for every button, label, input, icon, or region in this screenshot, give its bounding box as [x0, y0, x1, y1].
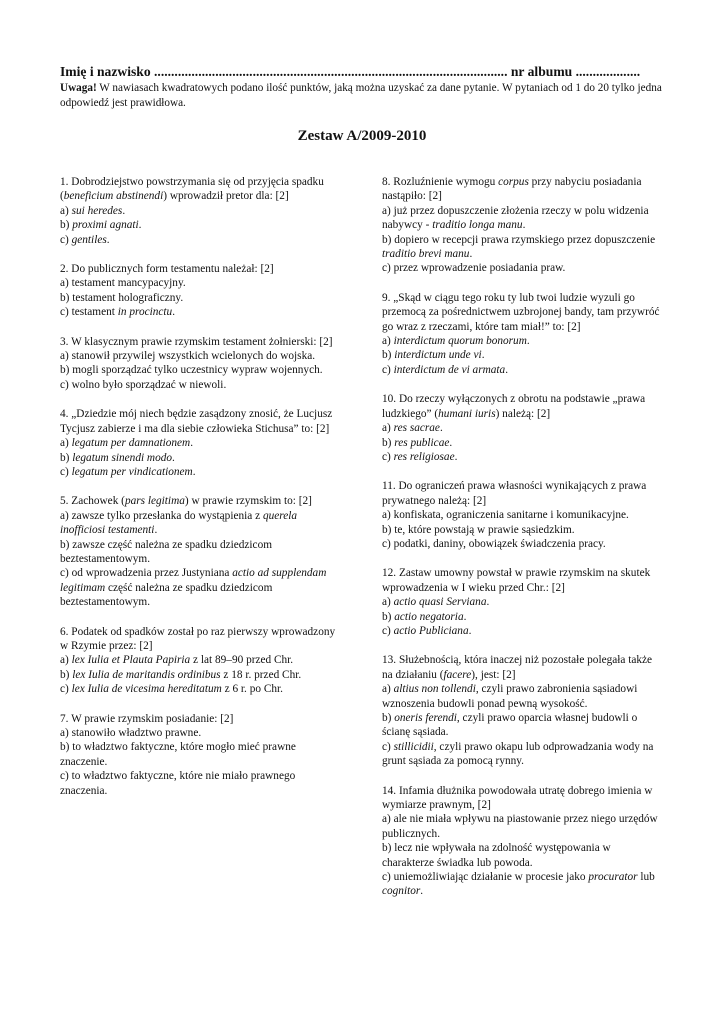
- question-text: 6. Podatek od spadków został po raz pierwszy wprowadzony w Rzymie przez: [2]: [60, 625, 336, 652]
- text-segment: b): [382, 349, 395, 362]
- text-segment: b): [382, 610, 395, 623]
- page-title: Zestaw A/2009-2010: [297, 128, 427, 144]
- text-segment: ) należą: [2]: [495, 407, 551, 420]
- text-segment: część należna ze spadku dziedzicom beztestamentowym.: [60, 581, 273, 609]
- question-7: [60, 712, 338, 798]
- text-segment: ) wprowadził pretor dla: [2]: [163, 190, 289, 203]
- text-segment: b) dopiero w recepcji prawa rzymskiego przez dopuszczenie: [382, 233, 656, 246]
- answer-option-b: b) te, które powstają w prawie sąsiedzkim.: [382, 523, 575, 536]
- text-segment: lub: [637, 871, 655, 884]
- answer-option-c: [60, 682, 338, 696]
- text-segment: b): [60, 451, 73, 464]
- text-segment: b): [382, 712, 395, 724]
- text-segment: .: [463, 610, 467, 623]
- text-segment: 10. Do rzeczy wyłączonych z obrotu na podstawie „prawa ludzkiego” (: [382, 393, 646, 420]
- question-1: [60, 175, 338, 247]
- question-6: [60, 625, 338, 697]
- notice-label: Uwaga!: [60, 82, 97, 94]
- text-segment: , czyli prawo oparcia własnej budowli o ścianę sąsiada.: [382, 712, 638, 739]
- text-segment: ), jest: [2]: [471, 668, 516, 681]
- question-9: [382, 291, 660, 377]
- latin-term: proximi agnati: [72, 219, 139, 232]
- name-field-label: Imię i nazwisko ........................................................................................................: [60, 64, 508, 79]
- text-segment: c): [60, 683, 72, 696]
- text-segment: .: [522, 219, 526, 232]
- answer-option-c: [60, 305, 338, 319]
- answer-option-a: [382, 421, 660, 435]
- text-segment: .: [106, 233, 110, 246]
- latin-term: interdictum quorum bonorum: [393, 335, 527, 348]
- question-5: [60, 494, 338, 609]
- answer-option-c: [60, 465, 338, 479]
- latin-term: actio Publiciana: [393, 624, 469, 637]
- latin-term: sui heredes: [71, 204, 123, 217]
- answer-option-c: c) przez wprowadzenie posiadania praw.: [382, 262, 566, 275]
- latin-term: oneris ferendi: [394, 712, 457, 724]
- answer-option-b: [382, 348, 660, 362]
- latin-term: in procinctu: [117, 306, 173, 319]
- answer-option-a: a) testament mancypacyjny.: [60, 277, 186, 290]
- text-segment: a): [60, 654, 72, 667]
- text-segment: .: [481, 349, 485, 362]
- latin-term: cognitor: [382, 885, 421, 898]
- question-text: [382, 653, 660, 682]
- text-segment: , czyli prawo zabronienia sąsiadowi wznoszenia budowli ponad pewną wysokość.: [382, 683, 638, 710]
- latin-term: actio quasi Serviana: [393, 596, 487, 609]
- latin-term: humani iuris: [438, 407, 496, 420]
- latin-term: res sacrae: [393, 422, 440, 435]
- latin-term: interdictum unde vi: [394, 349, 482, 362]
- latin-term: lex Iulia de maritandis ordinibus: [72, 668, 221, 681]
- text-segment: .: [190, 437, 194, 450]
- question-text: [382, 175, 660, 204]
- text-segment: .: [526, 335, 530, 348]
- notice-text: W nawiasach kwadratowych podano ilość punktów, jaką można uzyskać za dane pytanie. W pytaniach od 1 do 20 tylko jedna odpowiedź jest prawidłowa.: [60, 82, 662, 109]
- text-segment: .: [505, 363, 509, 376]
- text-segment: c): [382, 363, 394, 376]
- answer-option-b: b) testament holograficzny.: [60, 291, 184, 304]
- text-segment: a): [382, 596, 394, 609]
- question-text: [60, 494, 338, 508]
- notice: [60, 81, 664, 110]
- answer-option-b: [382, 436, 660, 450]
- text-segment: .: [154, 524, 158, 537]
- answer-option-c: [382, 740, 660, 769]
- text-segment: przy nabyciu posiadania nastąpiło: [2]: [382, 176, 642, 203]
- answer-option-c: [382, 363, 660, 377]
- text-segment: .: [122, 204, 126, 217]
- left-column: [60, 175, 338, 813]
- question-text: 7. W prawie rzymskim posiadanie: [2]: [60, 712, 234, 725]
- latin-term: pars legitima: [124, 495, 185, 508]
- answer-option-a: [382, 682, 660, 711]
- text-segment: .: [468, 624, 472, 637]
- latin-term: gentiles: [71, 233, 107, 246]
- latin-term: legatum per vindicationem: [71, 465, 193, 478]
- answer-option-b: b) lecz nie wpływała na zdolność występowania w charakterze świadka lub powoda.: [382, 842, 611, 869]
- text-segment: z 18 r. przed Chr.: [220, 668, 302, 681]
- latin-term: altius non tollendi: [393, 683, 476, 696]
- answer-option-a: a) stanowił przywilej wszystkich wcielonych do wojska.: [60, 350, 316, 363]
- text-segment: b): [60, 219, 73, 232]
- text-segment: a): [60, 437, 72, 450]
- text-segment: a) już przez dopuszczenie złożenia rzeczy w polu widzenia nabywcy -: [382, 204, 649, 232]
- answer-option-b: [60, 218, 338, 232]
- answer-option-c: [60, 566, 338, 609]
- question-2: [60, 262, 338, 320]
- latin-term: traditio longa manu: [432, 219, 523, 232]
- question-12: [382, 566, 660, 638]
- answer-option-c: [382, 450, 660, 464]
- text-segment: a): [382, 422, 394, 435]
- answer-option-b: [60, 451, 338, 465]
- answer-option-a: [60, 204, 338, 218]
- question-text: 2. Do publicznych form testamentu należał: [2]: [60, 263, 274, 276]
- text-segment: a) zawsze tylko przesłanka do wystąpienia z: [60, 509, 263, 522]
- latin-term: traditio brevi manu: [382, 248, 470, 261]
- answer-option-c: c) podatki, daniny, obowiązek świadczenia pracy.: [382, 537, 606, 550]
- question-11: [382, 479, 660, 551]
- answer-option-b: b) mogli sporządzać tylko uczestnicy wypraw wojennych.: [60, 364, 323, 377]
- text-segment: c): [60, 233, 72, 246]
- text-segment: c): [382, 740, 394, 753]
- answer-option-a: [382, 334, 660, 348]
- latin-term: actio negatoria: [394, 610, 464, 623]
- text-segment: .: [172, 306, 176, 319]
- answer-option-c: c) to władztwo faktyczne, które nie miało prawnego znaczenia.: [60, 770, 296, 797]
- latin-term: beneficium abstinendi: [63, 190, 164, 203]
- text-segment: , czyli prawo okapu lub odprowadzania wody na grunt sąsiada za pomocą rynny.: [382, 740, 654, 768]
- text-segment: 13. Służebnością, która inaczej niż pozostałe polegała także na działaniu (: [382, 654, 653, 681]
- text-segment: ) w prawie rzymskim to: [2]: [184, 495, 312, 508]
- question-8: [382, 175, 660, 276]
- answer-option-b: b) zawsze część należna ze spadku dziedzicom beztestamentowym.: [60, 538, 273, 565]
- answer-option-a: [60, 436, 338, 450]
- text-segment: .: [138, 219, 142, 232]
- question-14: [382, 784, 660, 899]
- text-segment: c): [382, 450, 394, 463]
- page-header: [60, 64, 664, 145]
- answer-option-b: [382, 233, 660, 262]
- text-segment: z lat 89–90 przed Chr.: [190, 654, 294, 667]
- latin-term: lex Iulia et Plauta Papiria: [71, 654, 191, 667]
- answer-option-a: [382, 204, 660, 233]
- text-segment: .: [454, 450, 458, 463]
- album-field-label: nr albumu ...................: [510, 64, 641, 79]
- answer-option-a: [60, 509, 338, 538]
- question-text: [60, 175, 338, 204]
- text-segment: 8. Rozluźnienie wymogu: [382, 176, 499, 188]
- latin-term: procurator: [588, 871, 638, 884]
- question-text: 11. Do ograniczeń prawa własności wynikających z prawa prywatnego należą: [2]: [382, 480, 647, 507]
- text-segment: .: [172, 451, 175, 464]
- text-segment: a): [382, 335, 394, 348]
- name-album-line: [60, 64, 664, 80]
- question-4: [60, 407, 338, 479]
- text-segment: c): [60, 465, 72, 478]
- question-text: 9. „Skąd w ciągu tego roku ty lub twoi ludzie wyzuli go przemocą za pośrednictwem uzbrojonej bandy, tam przywróć go wraz z rzeczami, które tam miał!” to: [2]: [382, 291, 660, 333]
- text-segment: z 6 r. po Chr.: [221, 683, 283, 696]
- latin-term: corpus: [498, 176, 529, 188]
- text-segment: c) uniemożliwiając działanie w procesie jako: [382, 871, 589, 884]
- latin-term: stillicidii: [393, 740, 434, 753]
- answer-option-c: [60, 233, 338, 247]
- answer-option-b: [382, 711, 660, 740]
- latin-term: interdictum de vi armata: [393, 363, 506, 376]
- answer-option-c: c) wolno było sporządzać w niewoli.: [60, 378, 227, 391]
- answer-option-a: a) konfiskata, ograniczenia sanitarne i komunikacyjne.: [382, 509, 629, 522]
- question-text: [382, 392, 660, 421]
- answer-option-c: [382, 870, 660, 899]
- latin-term: legatum per damnationem: [71, 437, 191, 450]
- answer-option-a: a) stanowiło władztwo prawne.: [60, 727, 202, 739]
- text-segment: c) od wprowadzenia przez Justyniana: [60, 567, 233, 580]
- text-segment: b): [60, 668, 73, 681]
- text-segment: 1. Dobrodziejstwo powstrzymania się od przyjęcia spadku (: [60, 176, 324, 203]
- text-segment: .: [420, 885, 424, 898]
- text-segment: c): [382, 624, 394, 637]
- text-segment: c) testament: [60, 306, 118, 319]
- text-segment: .: [449, 436, 453, 449]
- text-segment: a): [382, 683, 394, 696]
- answer-option-a: a) ale nie miała wpływu na piastowanie przez niego urzędów publicznych.: [382, 813, 658, 840]
- latin-term: lex Iulia de vicesima hereditatum: [71, 683, 222, 696]
- question-10: [382, 392, 660, 464]
- right-column: [382, 175, 660, 914]
- latin-term: res publicae: [394, 436, 450, 449]
- text-segment: .: [192, 465, 196, 478]
- question-text: 14. Infamia dłużnika powodowała utratę dobrego imienia w wymiarze prawnym, [2]: [382, 784, 653, 812]
- answer-option-b: [60, 668, 338, 682]
- question-text: 3. W klasycznym prawie rzymskim testament żołnierski: [2]: [60, 335, 333, 348]
- answer-option-c: [382, 624, 660, 638]
- question-3: [60, 335, 338, 393]
- latin-term: res religiosae: [393, 450, 455, 463]
- question-13: [382, 653, 660, 768]
- text-segment: .: [469, 248, 473, 261]
- question-text: 4. „Dziedzie mój niech będzie zasądzony znosić, że Lucjusz Tycjusz zabierze i ma dla siebie człowieka Stichusa” to: [2]: [60, 408, 333, 435]
- text-segment: .: [486, 596, 490, 609]
- text-segment: b): [382, 436, 395, 449]
- text-segment: a): [60, 204, 72, 217]
- answer-option-b: [382, 610, 660, 624]
- question-text: 12. Zastaw umowny powstał w prawie rzymskim na skutek wprowadzenia w I wieku przed Chr.: [2]: [382, 567, 651, 594]
- text-segment: .: [439, 422, 443, 435]
- text-segment: 5. Zachowek (: [60, 495, 125, 508]
- latin-term: actio ad supplendam legitimam: [60, 567, 327, 594]
- answer-option-a: [60, 653, 338, 667]
- latin-term: facere: [443, 668, 472, 681]
- latin-term: legatum sinendi modo: [72, 451, 173, 464]
- latin-term: querela inofficiosi testamenti: [60, 509, 298, 537]
- answer-option-a: [382, 595, 660, 609]
- answer-option-b: b) to władztwo faktyczne, które mogło mieć prawne znaczenie.: [60, 741, 296, 768]
